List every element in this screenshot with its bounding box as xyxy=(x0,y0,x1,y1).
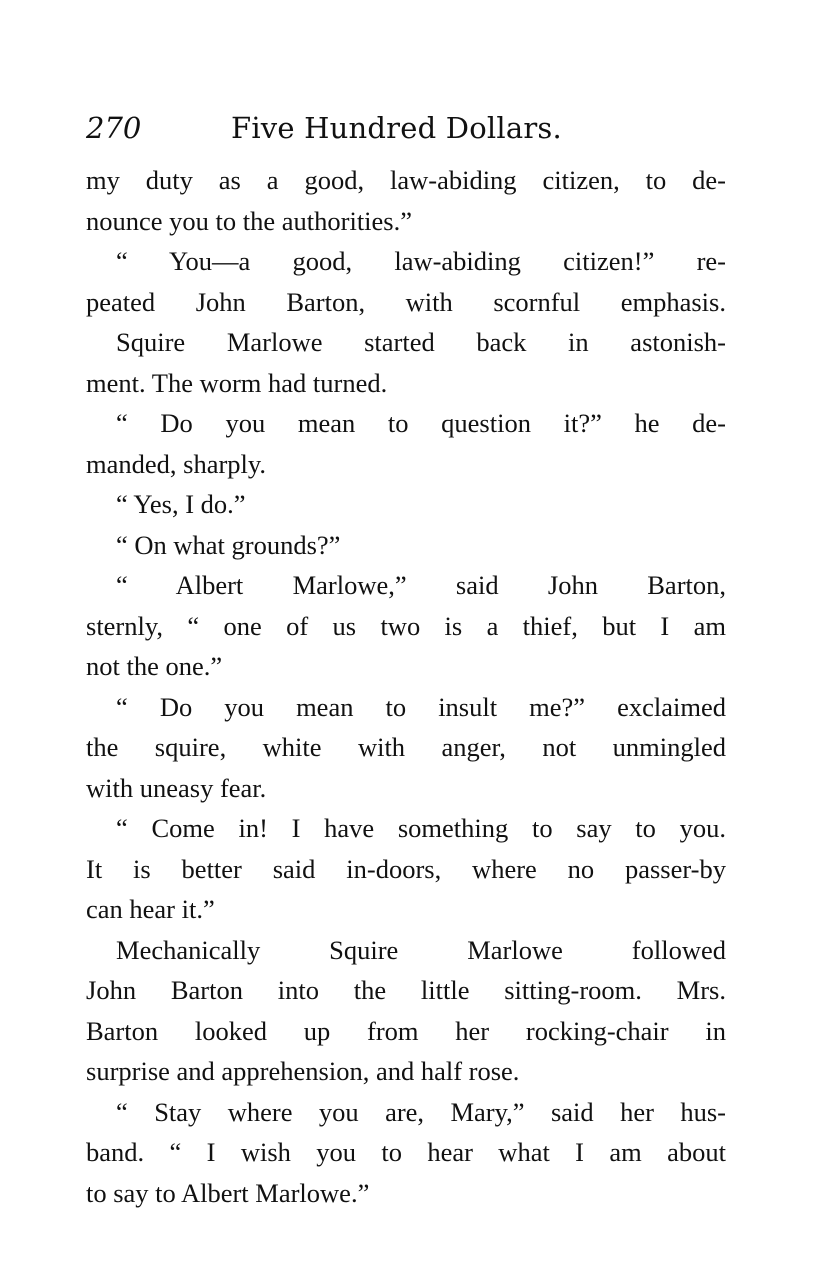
text-line: not the one.” xyxy=(86,651,223,681)
text-line: “ Do you mean to insult me?” exclaimed xyxy=(116,691,726,722)
text-line: It is better said in-doors, where no passer-by xyxy=(86,853,726,884)
text-line: to say to Albert Marlowe.” xyxy=(86,1177,370,1208)
text-line: the squire, white with anger, not unmingled xyxy=(86,732,726,762)
body-text xyxy=(86,160,726,1213)
page-header xyxy=(86,108,726,148)
text-line: “ Do you mean to question it?” he de- xyxy=(116,408,726,438)
text-line: with uneasy fear. xyxy=(86,772,267,803)
text-line: surprise and apprehension, and half rose. xyxy=(86,1056,520,1086)
text-line: sternly, “ one of us two is a thief, but I am xyxy=(86,610,726,641)
text-line: “ You—a good, law-abiding citizen!” re- xyxy=(116,246,726,276)
text-line: peated John Barton, with scornful emphasis. xyxy=(86,286,726,317)
text-line: “ Yes, I do.” xyxy=(116,489,246,519)
page-number: 270 xyxy=(86,111,142,145)
text-line: “ Stay where you are, Mary,” said her hus- xyxy=(116,1096,726,1127)
text-line: nounce you to the authorities.” xyxy=(86,205,413,236)
text-line: “ Come in! I have something to say to you. xyxy=(116,813,726,843)
text-line: Mechanically Squire Marlowe followed xyxy=(116,934,726,965)
text-line: “ Albert Marlowe,” said John Barton, xyxy=(116,570,726,600)
text-line: manded, sharply. xyxy=(86,448,267,479)
text-line: can hear it.” xyxy=(86,894,215,924)
text-line: ment. The worm had turned. xyxy=(86,367,388,398)
text-line: band. “ I wish you to hear what I am about xyxy=(86,1137,726,1167)
text-line: Barton looked up from her rocking-chair in xyxy=(86,1015,726,1046)
text-line: my duty as a good, law-abiding citizen, to de- xyxy=(86,165,726,195)
text-line: John Barton into the little sitting-room. Mrs. xyxy=(86,975,726,1005)
text-line: Squire Marlowe started back in astonish- xyxy=(116,327,726,357)
text-line: “ On what grounds?” xyxy=(116,529,341,560)
running-title: Five Hundred Dollars. xyxy=(231,111,562,145)
